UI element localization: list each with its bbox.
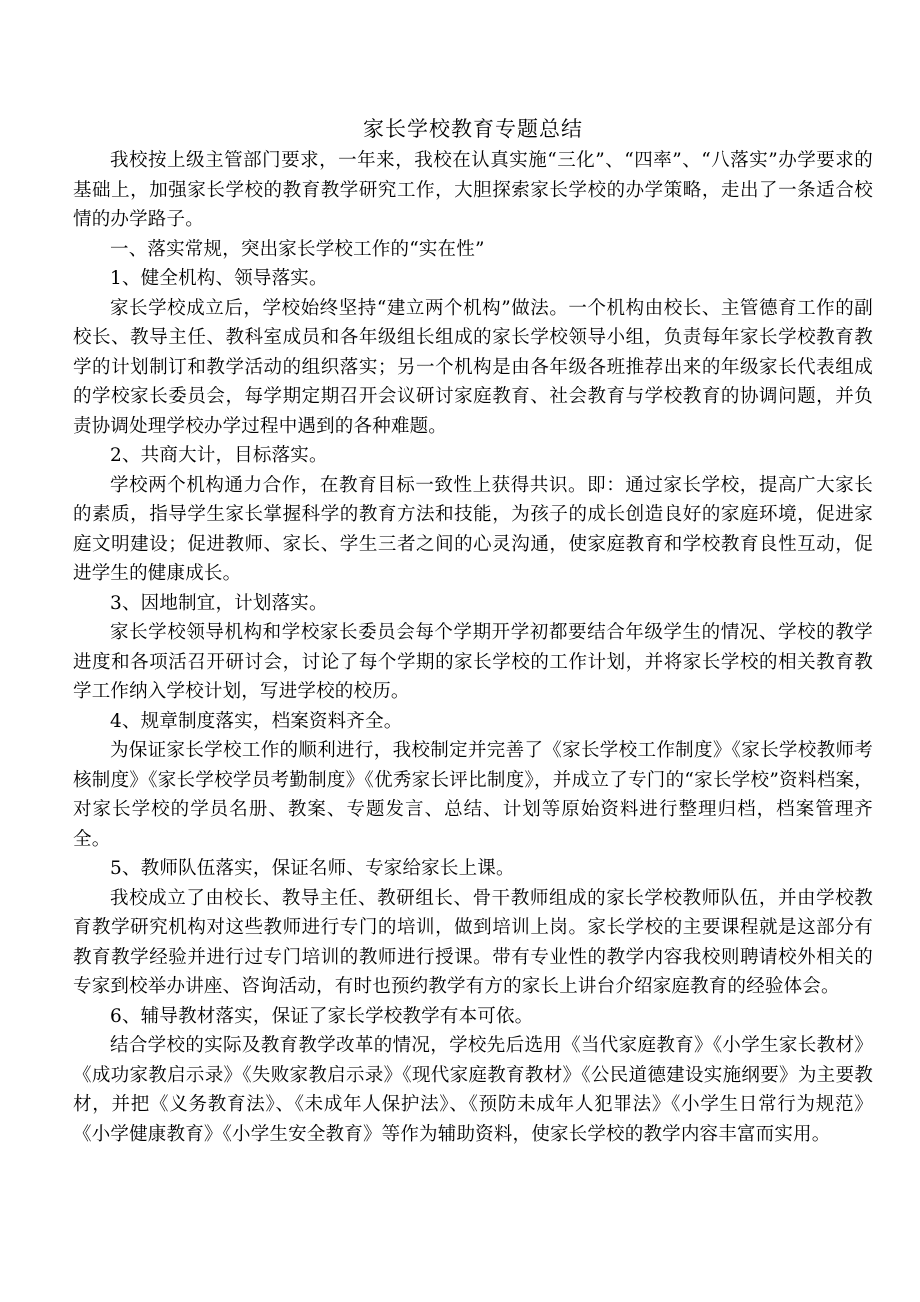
paragraph-1: 家长学校成立后，学校始终坚持“建立两个机构”做法。一个机构由校长、主管德育工作的副校长、教导主任、教科室成员和各年级组长组成的家长学校领导小组，负责每年家长学校教育教学的计划制订和教学活动的组织落实；另一个机构是由各年级各班推荐出来的年级家长代表组成的学校家长委员会，每学期定期召开会议研讨家庭教育、社会教育与学校教育的协调问题，并负责协调处理学校办学过程中遇到的各种难题。 — [73, 297, 873, 437]
subheading-6: 6、辅导教材落实，保证了家长学校教学有本可依。 — [110, 1005, 534, 1027]
document-page — [73, 114, 873, 1149]
paragraph-intro: 我校按上级主管部门要求，一年来，我校在认真实施“三化”、“四率”、“八落实”办学要求的基础上，加强家长学校的教育教学研究工作，大胆探索家长学校的办学策略，走出了一条适合校情的办学路子。 — [73, 150, 873, 230]
document-title: 家长学校教育专题总结 — [363, 117, 583, 141]
paragraph-4: 为保证家长学校工作的顺利进行，我校制定并完善了《家长学校工作制度》《家长学校教师考核制度》《家长学校学员考勤制度》《优秀家长评比制度》，并成立了专门的“家长学校”资料档案，对家长学校的学员名册、教案、专题发言、总结、计划等原始资料进行整理归档，档案管理齐全。 — [73, 740, 873, 850]
section-heading-1: 一、落实常规，突出家长学校工作的“实在性” — [110, 238, 485, 260]
subheading-5: 5、教师队伍落实，保证名师、专家给家长上课。 — [110, 858, 515, 879]
paragraph-3: 家长学校领导机构和学校家长委员会每个学期开学初都要结合年级学生的情况、学校的教学进度和各项活召开研讨会，讨论了每个学期的家长学校的工作计划，并将家长学校的相关教育教学工作纳入学校计划，写进学校的校历。 — [73, 622, 873, 702]
subheading-2: 2、共商大计，目标落实。 — [110, 445, 328, 466]
subheading-3: 3、因地制宜，计划落实。 — [110, 592, 328, 614]
paragraph-2: 学校两个机构通力合作，在教育目标一致性上获得共识。即：通过家长学校，提高广大家长的素质，指导学生家长掌握科学的教育方法和技能，为孩子的成长创造良好的家庭环境，促进家庭文明建设；促进教师、家长、学生三者之间的心灵沟通，使家庭教育和学校教育良性互动，促进学生的健康成长。 — [73, 474, 873, 584]
paragraph-5: 我校成立了由校长、教导主任、教研组长、骨干教师组成的家长学校教师队伍，并由学校教育教学研究机构对这些教师进行专门的培训，做到培训上岗。家长学校的主要课程就是这部分有教育教学经验并进行过专门培训的教师进行授课。带有专业性的教学内容我校则聘请校外相关的专家到校举办讲座、咨询活动，有时也预约教学有方的家长上讲台介绍家庭教育的经验体会。 — [73, 887, 873, 997]
paragraph-6: 结合学校的实际及教育教学改革的情况，学校先后选用《当代家庭教育》《小学生家长教材》《成功家教启示录》《失败家教启示录》《现代家庭教育教材》《公民道德建设实施纲要》为主要教材，并把《义务教育法》、《未成年人保护法》、《预防未成年人犯罪法》《小学生日常行为规范》《小学健康教育》《小学生安全教育》等作为辅助资料，使家长学校的教学内容丰富而实用。 — [73, 1035, 873, 1145]
subheading-4: 4、规章制度落实，档案资料齐全。 — [110, 710, 403, 732]
subheading-1: 1、健全机构、领导落实。 — [110, 268, 328, 289]
